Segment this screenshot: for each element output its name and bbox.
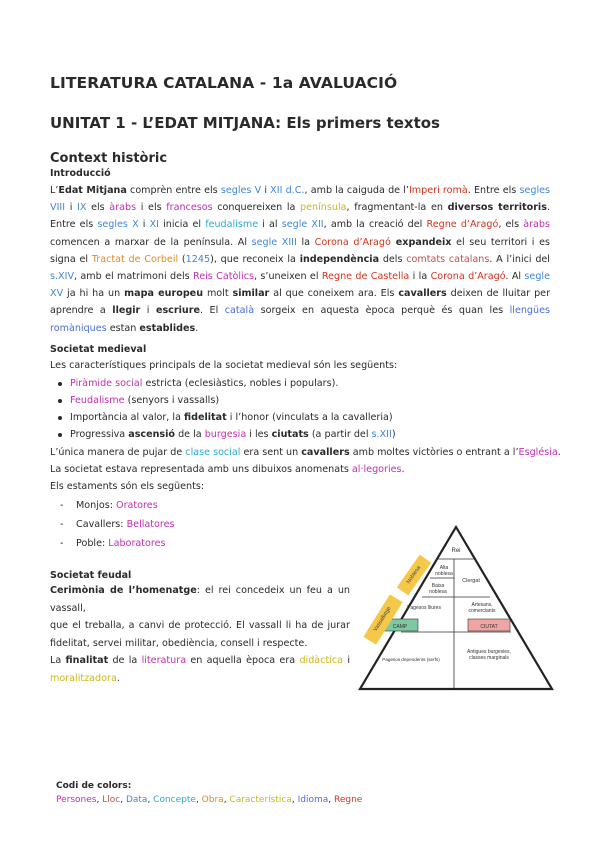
list-item: - Monjos: Oratores (60, 496, 175, 515)
feudal-heading: Societat feudal (50, 570, 132, 581)
noblesa-tag: Noblesa (397, 555, 431, 596)
document-title: LITERATURA CATALANA - 1a AVALUACIÓ (50, 74, 398, 92)
svg-text:Artesans,: Artesans, (471, 602, 493, 608)
medieval-intro: Les característiques principals de la societat medieval són les següents: (50, 360, 398, 371)
medieval-heading: Societat medieval (50, 344, 147, 355)
intro-paragraph: L’Edat Mitjana comprèn entre els segles V i XII d.C., amb la caiguda de l’Imperi romà. Entre els segles VIII i IX els àrabs i els francesos conquereixen la península, fragmentant-la en diversos territoris. Entre els segles X i XI inicia el feudalisme i al segle XII, amb la creació del Regne d’Aragó, els àrabs comencen a marxar de la península. Al segle XIII la Corona d’Aragó expandeix el seu territori i es signa el Tractat de Corbeil (1245), que reconeix la independència dels comtats catalans. A l’inici del s.XIV, amb el matrimoni dels Reis Catòlics, s’uneixen el Regne de Castella i la Corona d’Aragó. Al segle XV ja hi ha un mapa europeu molt similar al que coneixem ara. Els cavallers deixen de lluitar per aprendre a llegir i escriure. El català sorgeix en aquesta època perquè és quan les llengües romàniques estan establides. (50, 185, 551, 334)
list-item: - Cavallers: Bellatores (60, 515, 175, 534)
clergat-label: Clergat (462, 578, 480, 584)
svg-text:Baixa: Baixa (431, 583, 445, 589)
vassallatge-tag: Vassallatge (363, 594, 402, 644)
legend-item: Persones (56, 795, 97, 805)
mobility-line: L’única manera de pujar de clase social era sent un cavallers amb moltes victòries o entrant a l’Església. (50, 447, 561, 458)
ciutat-label: CIUTAT (480, 624, 498, 630)
list-item: Importància al valor, la fidelitat i l’honor (vinculats a la cavalleria) (50, 409, 396, 426)
svg-text:noblesa: noblesa (435, 571, 453, 577)
pagesos-lliures-label: Pagesos lliures (407, 605, 441, 611)
svg-text:Antigues burgesies,: Antigues burgesies, (467, 649, 511, 655)
legend-item: Obra (201, 795, 224, 805)
svg-text:noblesa: noblesa (429, 589, 447, 595)
svg-text:Alta: Alta (439, 565, 449, 571)
unit-title: UNITAT 1 - L’EDAT MITJANA: Els primers textos (50, 114, 440, 132)
feudal-paragraph: Cerimònia de l’homenatge: el rei concedeix un feu a un vassall, que el treballa, a canvi de protecció. El vassall li ha de jurar fidelitat, servei militar, obediència, consell i respecte. La finalitat de la literatura en aquella època era didàctica i moralitzadora. (50, 585, 351, 684)
intro-heading: Introducció (50, 168, 111, 179)
list-item: Feudalisme (senyors i vassalls) (50, 392, 396, 409)
estates-intro: Els estaments són els següents: (50, 481, 205, 492)
legend-item: Idioma (297, 795, 329, 805)
legend-item: Regne (333, 795, 363, 805)
list-item: - Poble: Laboratores (60, 534, 175, 553)
estates-list (60, 496, 175, 553)
pagesos-serfs-label: Pagesos dependents (serfs) (382, 657, 440, 662)
list-item: Progressiva ascensió de la burgesia i les ciutats (a partir del s.XII) (50, 426, 396, 443)
allegory-line: La societat estava representada amb uns dibuixos anomenats al·legories. (50, 464, 405, 475)
list-item: Piràmide social estricta (eclesiàstics, nobles i populars). (50, 375, 396, 392)
legend-item: Característica (229, 795, 292, 805)
legend-title: Codi de colors: (56, 781, 132, 791)
legend-item: Lloc (102, 795, 121, 805)
color-legend: Persones, Lloc, Data, Concepte, Obra, Característica, Idioma, Regne (56, 795, 363, 805)
medieval-bullets (50, 375, 396, 443)
svg-text:classes marginals: classes marginals (469, 655, 509, 661)
legend-item: Data (125, 795, 148, 805)
camp-label: CAMP (392, 624, 408, 630)
rei-label: Rei (451, 548, 461, 554)
svg-text:comerciants: comerciants (468, 608, 496, 614)
legend-item: Concepte (153, 795, 196, 805)
context-heading: Context històric (50, 151, 168, 166)
